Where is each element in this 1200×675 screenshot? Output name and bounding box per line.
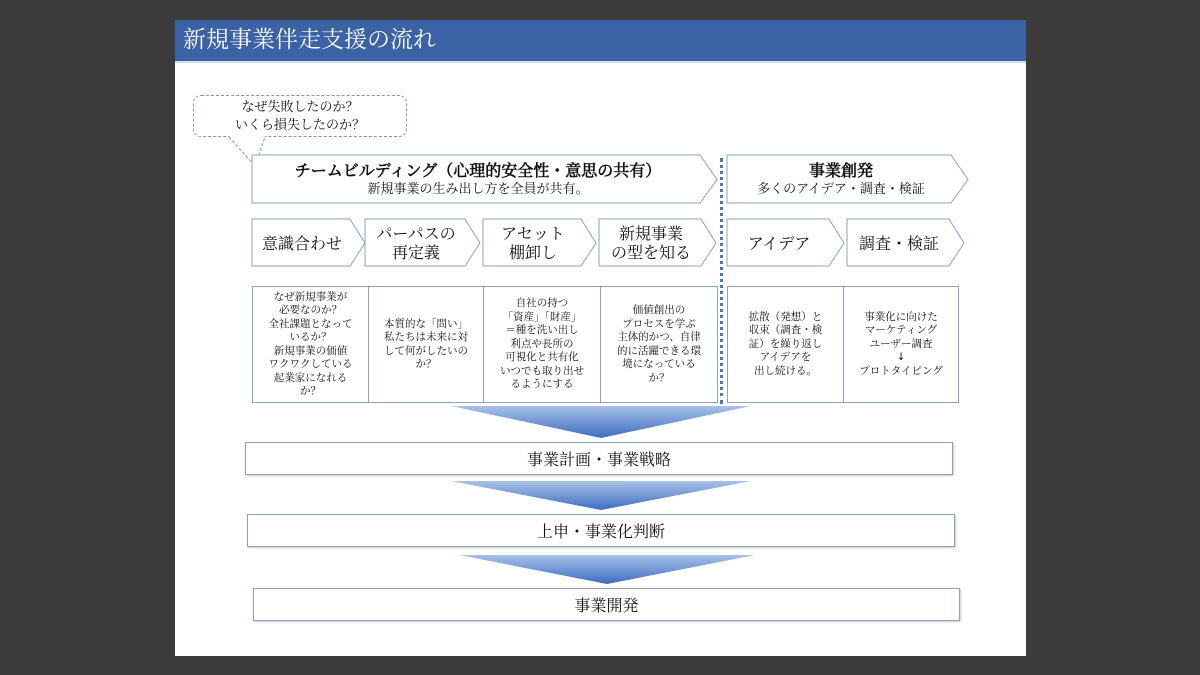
step-label: 意識合わせ bbox=[261, 233, 342, 253]
step-label: 新規事業 の型を知る bbox=[610, 224, 691, 262]
step-label: パーパスの 再定義 bbox=[376, 224, 456, 262]
step-description-1: なぜ新規事業が 必要なのか？ 全社課題となって いるか？ 新規事業の価値 ワクワクしている 起業家になれる か？ bbox=[252, 286, 369, 403]
step-description-4: 価値創出の プロセスを学ぶ 主体的かつ、自律 的に活躍できる環 境になっている か？ bbox=[600, 286, 718, 403]
funnel-arrow-1 bbox=[451, 406, 751, 439]
callout-line-1: なぜ失敗したのか？ bbox=[241, 100, 359, 115]
step-arrow-4 bbox=[599, 219, 717, 267]
step-description-6: 事業化に向けた マーケティング ユーザー調査 ↓ プロトタイピング bbox=[843, 286, 959, 403]
title-bar bbox=[175, 20, 1026, 63]
callout-line-2: いくら損失したのか？ bbox=[234, 118, 365, 133]
step-arrow-6 bbox=[847, 219, 965, 267]
funnel-arrow-3 bbox=[459, 555, 755, 585]
step-description-2: 本質的な「問い」 私たちは未来に対 して何がしたいの か？ bbox=[368, 286, 484, 403]
step-description-5: 拡散（発想）と 収束（調査・検 証）を繰り返し アイデアを 出し続ける。 bbox=[727, 286, 844, 403]
business-creation-banner bbox=[727, 155, 969, 204]
step-arrow-5 bbox=[727, 219, 845, 267]
business-creation-title: 事業創発 bbox=[808, 160, 873, 180]
team-building-subtitle: 新規事業の生み出し方を全員が共有。 bbox=[367, 181, 589, 197]
step-label: アイデア bbox=[747, 233, 811, 253]
step-label: アセット 棚卸し bbox=[501, 224, 565, 262]
business-creation-subtitle: 多くのアイデア・調査・検証 bbox=[757, 181, 925, 197]
stage-approval: 上申・事業化判断 bbox=[247, 514, 955, 547]
phase-divider bbox=[720, 158, 723, 404]
slide bbox=[175, 20, 1026, 656]
team-building-title: チームビルディング（心理的安全性・意思の共有） bbox=[294, 160, 662, 180]
stage-business-plan: 事業計画・事業戦略 bbox=[245, 442, 953, 475]
callout-bubble bbox=[193, 95, 407, 137]
page-title: 新規事業伴走支援の流れ bbox=[183, 27, 436, 53]
step-arrow-1 bbox=[252, 219, 366, 267]
step-arrow-2 bbox=[365, 219, 481, 267]
stage-business-development: 事業開発 bbox=[253, 588, 960, 621]
funnel-arrow-2 bbox=[451, 481, 751, 511]
team-building-banner bbox=[252, 155, 718, 204]
step-arrow-3 bbox=[483, 219, 597, 267]
step-label: 調査・検証 bbox=[858, 233, 939, 253]
step-description-3: 自社の持つ 「資産」「財産」 ＝種を洗い出し 利点や長所の 可視化と共有化 いつでも取り出せ るようにする bbox=[483, 286, 601, 403]
